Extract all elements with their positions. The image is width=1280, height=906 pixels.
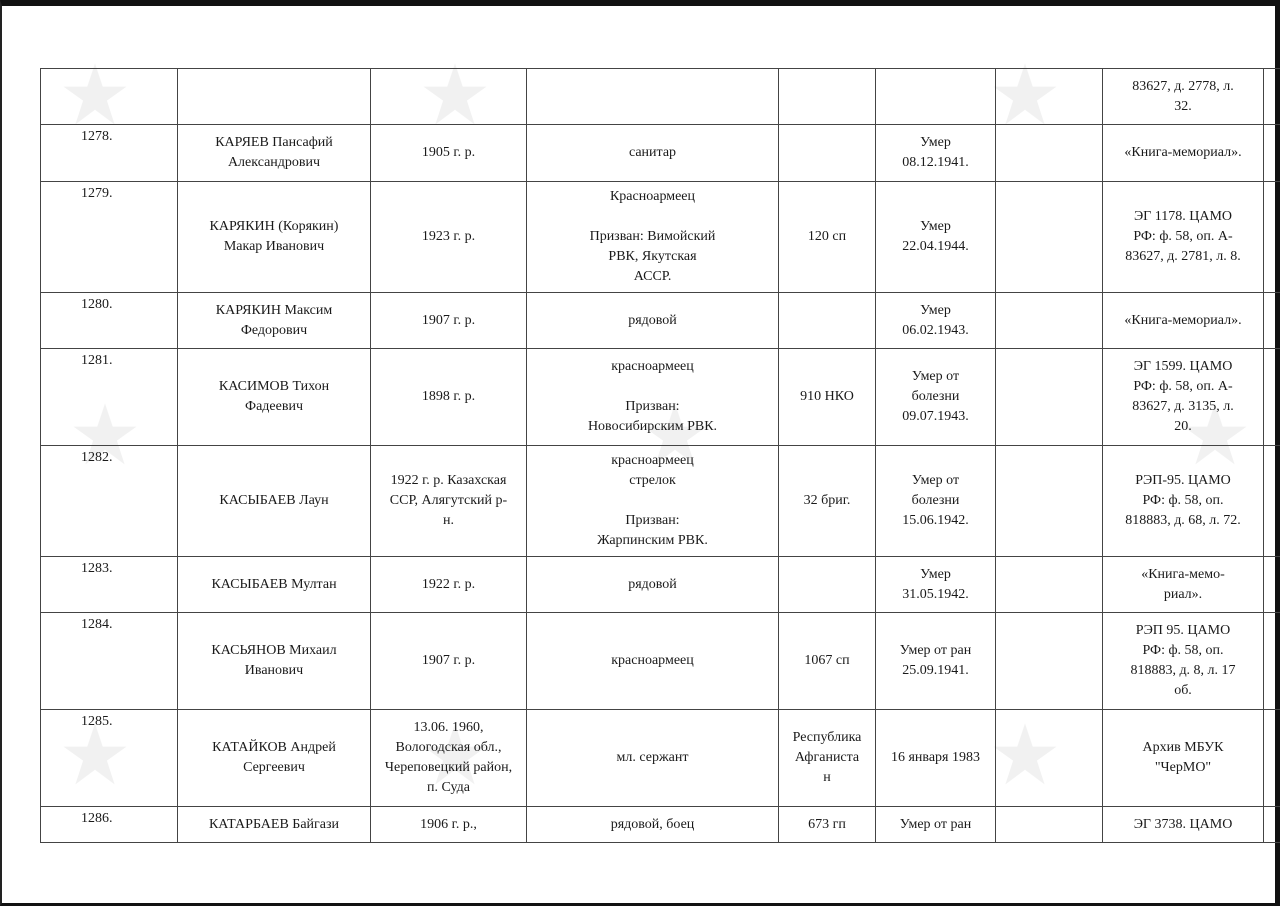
rank-info: красноармеец <box>527 613 779 710</box>
rank-info: рядовой <box>527 557 779 613</box>
source-reference: «Книга-мемориал». <box>1103 293 1264 349</box>
person-name: КАСЬЯНОВ Михаил Иванович <box>178 613 371 710</box>
person-name: КАРЯКИН Максим Федорович <box>178 293 371 349</box>
record-number: 1281. <box>41 349 178 446</box>
fate-info: Умер от болезни 09.07.1943. <box>876 349 996 446</box>
table-row <box>41 710 1280 807</box>
fate-info: Умер 31.05.1942. <box>876 557 996 613</box>
military-unit: 120 сп <box>779 182 876 293</box>
source-reference: «Книга-мемо- риал». <box>1103 557 1264 613</box>
rank-info: красноармеец стрелок Призван: Жарпинским РВК. <box>527 446 779 557</box>
source-reference: ЭГ 1599. ЦАМО РФ: ф. 58, оп. А- 83627, д. 3135, л. 20. <box>1103 349 1264 446</box>
table-row <box>41 613 1280 710</box>
birth-info: 13.06. 1960, Вологодская обл., Череповецкий район, п. Суда <box>371 710 527 807</box>
fate-info: Умер 08.12.1941. <box>876 125 996 182</box>
record-number: 1284. <box>41 613 178 710</box>
rank-info: рядовой, боец <box>527 807 779 843</box>
note <box>1264 69 1280 125</box>
person-name: КАТАЙКОВ Андрей Сергеевич <box>178 710 371 807</box>
rank-info: красноармеец Призван: Новосибирским РВК. <box>527 349 779 446</box>
record-number: 1279. <box>41 182 178 293</box>
fate-info: Умер от ран <box>876 807 996 843</box>
table-row <box>41 182 1280 293</box>
person-name: КАСЫБАЕВ Лаун <box>178 446 371 557</box>
note <box>1264 807 1280 843</box>
person-name: КАРЯКИН (Корякин) Макар Иванович <box>178 182 371 293</box>
note <box>1264 349 1280 446</box>
memorial-registry-table <box>40 68 1280 843</box>
table-row <box>41 293 1280 349</box>
source-reference: ЭГ 3738. ЦАМО <box>1103 807 1264 843</box>
person-name: КАТАРБАЕВ Байгази <box>178 807 371 843</box>
burial-place <box>996 446 1103 557</box>
note <box>1264 125 1280 182</box>
fate-info: Умер от ран 25.09.1941. <box>876 613 996 710</box>
fate-info: 16 января 1983 <box>876 710 996 807</box>
birth-info <box>371 69 527 125</box>
burial-place <box>996 557 1103 613</box>
birth-info: 1907 г. р. <box>371 293 527 349</box>
person-name <box>178 69 371 125</box>
record-number: 1285. <box>41 710 178 807</box>
record-number: 1286. <box>41 807 178 843</box>
record-number: 1280. <box>41 293 178 349</box>
fate-info <box>876 69 996 125</box>
source-reference: «Книга-мемориал». <box>1103 125 1264 182</box>
birth-info: 1923 г. р. <box>371 182 527 293</box>
table-row <box>41 69 1280 125</box>
source-reference: ЭГ 1178. ЦАМО РФ: ф. 58, оп. А- 83627, д. 2781, л. 8. <box>1103 182 1264 293</box>
military-unit: 910 НКО <box>779 349 876 446</box>
person-name: КАРЯЕВ Пансафий Александрович <box>178 125 371 182</box>
burial-place <box>996 125 1103 182</box>
record-number: 1283. <box>41 557 178 613</box>
fate-info: Умер от болезни 15.06.1942. <box>876 446 996 557</box>
birth-info: 1922 г. р. Казахская ССР, Алягутский р- н. <box>371 446 527 557</box>
military-unit: 32 бриг. <box>779 446 876 557</box>
fate-info: Умер 22.04.1944. <box>876 182 996 293</box>
burial-place <box>996 293 1103 349</box>
military-unit: 1067 сп <box>779 613 876 710</box>
birth-info: 1922 г. р. <box>371 557 527 613</box>
person-name: КАСЫБАЕВ Мултан <box>178 557 371 613</box>
military-unit: Республика Афганиста н <box>779 710 876 807</box>
table-row <box>41 349 1280 446</box>
rank-info: санитар <box>527 125 779 182</box>
burial-place <box>996 182 1103 293</box>
note <box>1264 446 1280 557</box>
rank-info: Красноармеец Призван: Вимойский РВК, Якутская АССР. <box>527 182 779 293</box>
burial-place <box>996 710 1103 807</box>
record-number: 1278. <box>41 125 178 182</box>
note <box>1264 293 1280 349</box>
military-unit: 673 гп <box>779 807 876 843</box>
record-number: 1282. <box>41 446 178 557</box>
source-reference: Архив МБУК "ЧерМО" <box>1103 710 1264 807</box>
birth-info: 1905 г. р. <box>371 125 527 182</box>
birth-info: 1907 г. р. <box>371 613 527 710</box>
rank-info <box>527 69 779 125</box>
rank-info: рядовой <box>527 293 779 349</box>
source-reference: РЭП 95. ЦАМО РФ: ф. 58, оп. 818883, д. 8, л. 17 об. <box>1103 613 1264 710</box>
military-unit <box>779 69 876 125</box>
rank-info: мл. сержант <box>527 710 779 807</box>
table-row <box>41 125 1280 182</box>
source-reference: РЭП-95. ЦАМО РФ: ф. 58, оп. 818883, д. 68, л. 72. <box>1103 446 1264 557</box>
note <box>1264 182 1280 293</box>
burial-place <box>996 349 1103 446</box>
burial-place <box>996 613 1103 710</box>
fate-info: Умер 06.02.1943. <box>876 293 996 349</box>
record-number <box>41 69 178 125</box>
burial-place <box>996 69 1103 125</box>
military-unit <box>779 557 876 613</box>
source-reference: 83627, д. 2778, л. 32. <box>1103 69 1264 125</box>
birth-info: 1906 г. р., <box>371 807 527 843</box>
table-row <box>41 446 1280 557</box>
military-unit <box>779 293 876 349</box>
military-unit <box>779 125 876 182</box>
burial-place <box>996 807 1103 843</box>
person-name: КАСИМОВ Тихон Фадеевич <box>178 349 371 446</box>
birth-info: 1898 г. р. <box>371 349 527 446</box>
table-row <box>41 807 1280 843</box>
table-row <box>41 557 1280 613</box>
note <box>1264 557 1280 613</box>
note <box>1264 710 1280 807</box>
note <box>1264 613 1280 710</box>
